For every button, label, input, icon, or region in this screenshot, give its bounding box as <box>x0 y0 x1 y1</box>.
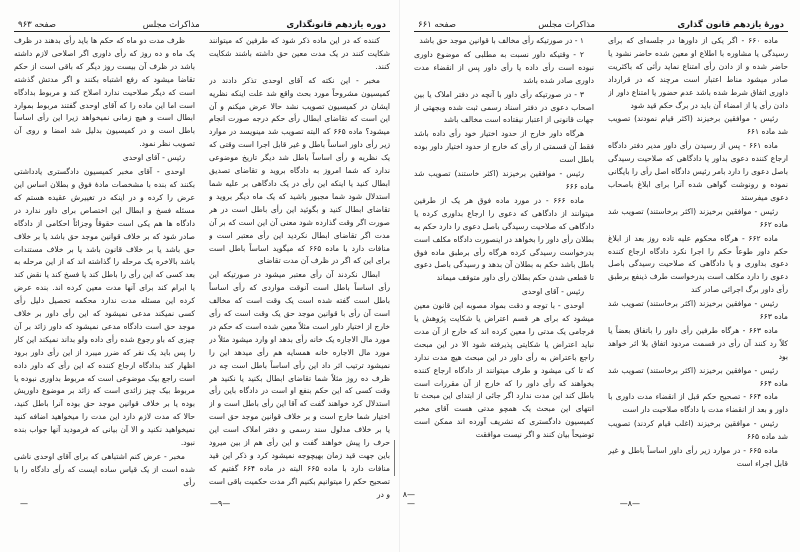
article-paragraph: ماده ۶۶۱ - پس از رسیدن رأی داور مدیر دفتر دادگاه ارجاع کننده دعوی بداور یا دادگاهی که صلاحیت رسیدگی باصل دعوی را دارد بامر رئیس دادگاه اصل رأی را بایگانی نموده و رونوشت گواهی شده آنرا برای ابلاغ باصحاب دعوی میفرستد <box>608 141 788 202</box>
right-page-footer-mark-2: —۸— <box>619 499 640 508</box>
right-page <box>400 0 800 552</box>
left-page-footer-mark-2: — <box>20 499 28 508</box>
left-page-footer-mark: —۹— <box>210 499 231 508</box>
clause-paragraph: ۳ - در صورتیکه رأی داور با آنچه در دفتر املاک یا بین اصحاب دعوی در دفتر اسناد رسمی ثبت شده وبجهتی از جهات قانونی از اعتبار نیفتاده است مخالف باشد <box>414 89 594 125</box>
right-page-columns <box>414 35 788 525</box>
left-page-running-title: دوره یازدهم قانونگذاری <box>286 20 386 30</box>
article-paragraph: ماده ۶۶۶ - در مورد ماده فوق هر یک از طرفین میتوانند از دادگاهی که دعوی را ارجاع بداوری کرده یا دادگاهی که صلاحیت رسیدگی باصل دعوی را دارد حکم به بطلان رأی داور را بخواهد در اینصورت دادگاه مکلف است بدرخواست رسیدگی کرده هرگاه رأی برطبق ماده فوق باطل باشد حکم به بطلان آن بدهد و رسیدگی باصل دعوی تا قطعی شدن حکم بطلان رأی داور متوقف میماند <box>414 195 594 283</box>
scan-artifact <box>394 440 395 476</box>
right-page-number: صفحه ۶۶۱ <box>418 20 456 30</box>
right-page-column-left <box>414 35 594 525</box>
paragraph: کننده که در این ماده ذکر شود که طرفین که میتوانند شکایت کنند در یک مدت معین حق داشته باشند شکایت کنند. <box>209 36 390 71</box>
article-paragraph: ماده ۶۶۵ - در موارد زیر رأی داور اساساً باطل و غیر قابل اجراء است <box>608 446 788 468</box>
paragraph: اوحدی - با توجه و دقت بمواد مصوبه این قانون معین میشود که برای هر قسم اعتراض یا شکایت پژوهش یا فرجامی یک مدتی را معین کرده اند که خارج از آن مدت نباید اعتراض یا شکایتی پذیرفته شود الا در این مبحث راجع باعتراض به رأی داور در این مبحث هیچ مدت ندارد که تا کی میشود و طرف میتوانند از دادگاه ارجاع کننده بخواهند که رأی داور را که خارج از آن مقررات است باطل کند این مدت ندارد اگر جائی از ابتدای این مبحث تا انتهای این مبحث یک همچو مدتی هست آقای مخبر کمیسیون دادگستری که تشریف آورده اند ممکن است توضیحاً بیان کنند و اگر نیست موافقت <box>414 301 594 440</box>
left-page-columns <box>14 35 390 525</box>
paragraph: اوحدی - آقای مخبر کمیسیون دادگستری یادداشتی بکنند که بنده با مشخصات مادۀ فوق و بطلان اساس این عرض را کرده و در اینکه در تغییرش عقیده هستم که مسئله فسخ و ابطال این اختصاص برای داور ندارد در دادگاه ها هم یکی است حقوقاً وجزائاً احکامی از دادگاه صادر شود که بر خلاف قوانین موجد حق باشد یا بر خلاف حق باشد یا بر خلاف قانون باشد یا بر خلاف مستندات باشد بالاخره یک مرحله را گذاشته اند که از این مرحله به بعد کسی که این رأی را باطل کند یا فسخ کند یا نقض کند یا ابرام کند برای آنها مدت معین کرده اند. بنده عرض کرده این مسئله مدت ندارد محکمه تحصیل دلیل رأی کسی نمیکند مدعی نمیشود که این رأی داور بر خلاف موجد حق است دادگاه مدعی نمیشود که داور زائد بر آن چیزی که باو رجوع شده رأی داده ولو بداند نمیکند این کار را پس باید یک نفر که ضرر میبرد از این رأی داور برود اظهار کند بدادگاه ارجاع کننده که این رأی که داور داده است راجع بیک موضوعی است که مربوط بداوری نبوده یا مربوط بیک چیز زائدی است که زائد بر موضوع داوریش بوده یا بر خلاف قوانین موجد حق بوده آنرا باطل کنید، حالا که مدت لازم دارد این مدت را میخواهید اضافه کنید نمیخواهید نکنید و الا آن بیانی که فرمودید آنها جواب بنده نبود. <box>14 167 195 448</box>
speaker-line: رئیس - آقای اوحدی <box>122 153 185 163</box>
article-paragraph: ماده ۶۶۳ - هرگاه طرفین رأی داور را باتفاق بعضاً یا کلاً رد کنند آن رأی در قسمت مردود اتفاق بلا اثر خواهد بود <box>608 325 788 361</box>
paragraph: ابطال نکردند آن رأی معتبر میشود در صورتیکه این رأی اساساً باطل است آنوقت مواردی که رأی اساساً باطل است گفته شده است یک وقت است که مخالف است آن رأی با قوانین موجد حق یک وقت است که رأی خارج از اختیار داور است مثلاً معین شده است که حکم در مورد مال الاجاره یک خانه رأی بدهد او وارد میشود مثلاً در مورد مال الاجاره خانه همسایه هم رأی میدهد این را نمیشود ترتیب اثر داد این رأی اساساً باطل است چه در ظرف ده روز مثلاً شما تقاضای ابطال بکنید یا نکنید هر وقت کسی که این حکم بنفع او است در دادگاه باین رأی استدلال کرد خواهند گفت که آقا این رأی باطل است و از اختیار شما خارج است و بر خلاف قوانین موجد حق است یا بر خلاف مدلول سند رسمی و دفتر املاک است این حرف را پیش خواهند گفت و این رأی هم از بین میرود باین جهت قید زمان بهیچوجه نمیشود کرد و ذکر این قید منافات دارد با ماده ۶۶۵ البته در ماده ۶۶۴ گفتیم که تصحیح حکم را میتوانیم بکنیم اگر مدت حکمیت باقی است و در <box>209 270 390 499</box>
vote-line: رئیس - موافقین برخیزند (اکثر برخاستند) تصویب شد ماده ۶۶۴ <box>608 365 788 388</box>
left-page-header <box>14 14 390 32</box>
paragraph: مخبر - عرض کنم اشتباهی که برای آقای اوحدی ناشی شده است از یک قیاس ساده ایست که رأی دادگاه را با رأی <box>14 452 195 487</box>
clause-paragraph: ۱ - در صورتیکه رأی مخالف با قوانین موجد حق باشد <box>419 36 584 45</box>
right-page-footer-mark: —۸— <box>402 490 415 508</box>
speaker-line: رئیس - آقای اوحدی <box>521 287 584 297</box>
vote-line: رئیس - موافقین برخیزند (اکثر برخاستند) تصویب شد ماده ۶۶۲ <box>608 206 788 229</box>
vote-line: رئیس - موافقین برخیزند (اغلب قیام کردند) تصویب شد ماده ۶۶۵ <box>608 419 788 442</box>
article-paragraph: ماده ۶۶۴ - تصحیح حکم قبل از انقضاء مدت داوری با داور و بعد از انقضاء مدت با دادگاه صلاحیت دار است <box>608 392 788 415</box>
left-page-column-right <box>209 35 390 525</box>
vote-line: رئیس - موافقین برخیزند (اکثر خاستند) تصویب شد ماده ۶۶۶ <box>414 169 594 191</box>
paragraph: هرگاه داور خارج از حدود اختیار خود رأی داده باشد فقط آن قسمتی از رأی که خارج از حدود اختیار داور بوده باطل است <box>414 129 594 165</box>
right-page-header <box>414 14 788 32</box>
vote-line: رئیس - موافقین برخیزند (اکثر قیام نمودند) تصویب شد ماده ۶۶۱ <box>608 114 788 137</box>
left-page-column-left <box>14 35 195 525</box>
vote-line: رئیس - موافقین برخیزند (اکثر برخاستند) تصویب شد ماده ۶۶۳ <box>608 299 788 322</box>
clause-paragraph: ۲ - وقتیکه داور نسبت به مطلبی که موضوع داوری نبوده است رأی داده یا رأی داور پس از انقضاء مدت داوری صادر شده باشد <box>414 49 594 85</box>
right-page-running-title: دورۀ یازدهم قانون گذاری <box>677 20 784 30</box>
article-paragraph: ماده ۶۶۲ - هرگاه محکوم علیه تاده روز بعد از ابلاغ حکم داور طوعاً حکم را اجرا نکرد دادگاه ارجاع کننده دعوی بداوری و یا دادگاهی که صلاحیت رسیدگی باصل دعوی را دارد مکلف است بدرخواست طرف ذینفع برطبق رأی داور برگ اجرائی صادر کند <box>608 233 788 295</box>
article-paragraph: ماده ۶۶۰ - اگر یکی از داورها در جلسه‌ای که برای رسیدگی یا مشاوره با اطلاع او معین شده حاضر نشود یا حاضر شده و از دادن رأی امتناع نماید رأئی که باکثریت صادر میشود مناط اعتبار است مرچند که در قرارداد داوری اتفاق شرط شده باشد عدم حضور یا امتناع داور از دادن رأی یا از امضاء آن باید در برگ حکم قید شود <box>608 36 788 110</box>
right-page-section-title: مذاکرات مجلس <box>538 20 596 30</box>
right-page-column-right <box>608 35 788 525</box>
left-page-section-title: مذاکرات مجلس <box>142 20 200 30</box>
paragraph: مخبر - این نکته که آقای اوحدی تذکر دادند در کمیسیون مشروحاً مورد بحث واقع شد علت اینکه نظریه ایشان در کمیسیون تصویب نشد حالا عرض میکنم و آن این است که تقاضای ابطال رأی حکم درجه صورت انجام میشود؟ ماده ۶۶۵ که البته تصویب شد مینویسد در موارد زیر رأی داور اساساً باطل و غیر قابل اجرا است وقتی که یک نظریه و رأی اساساً باطل شد دیگر تاریخ موضوعی ندارد که شما امروز به دادگاه بروید و تقاضای تصدیق ابطال کنید یا اینکه این رأی در یک دادگاهی بر علیه شما استدلال شود شما مجبور باشید که یک ماه دیگر بروید و تقاضای ابطال کنید و بگوئید این رأی باطل است در هر صورت اگر وقت گذارده شود معنی آن این است که بر آن مدت اگر تقاضای ابطال نکردید این رأی معتبر است و منافات دارد با ماده ۶۶۵ که میگوید اساساً باطل است برای این که اگر در ظرف آن مدت تقاضای <box>209 75 390 266</box>
paragraph: ظرف مدت دو ماه که حکم ها باید رأی بدهند در ظرف یک ماه و ده روز که رأی داوری اگر اصلاحی لازم داشته باشد در ظرف آن بیست روز دیگر که باقی است از حکم تقاضا میشود که رفع اشتباه بکنند و اگر مدتش گذشته است که دیگر صلاحیت ندارد اصلاح کند و مربوط بدادگاه است اما این ماده را که آقای اوحدی گفتند مربوط بموارد ابطال است و هیچ زمانی نمیخواهد زیرا این رأی اساساً باطل است و در کمیسیون بدلیل شد امضا و روی آن تصویب نظر نمود. <box>14 36 195 149</box>
left-page-number: صفحه ۹۶۳ <box>18 20 56 30</box>
